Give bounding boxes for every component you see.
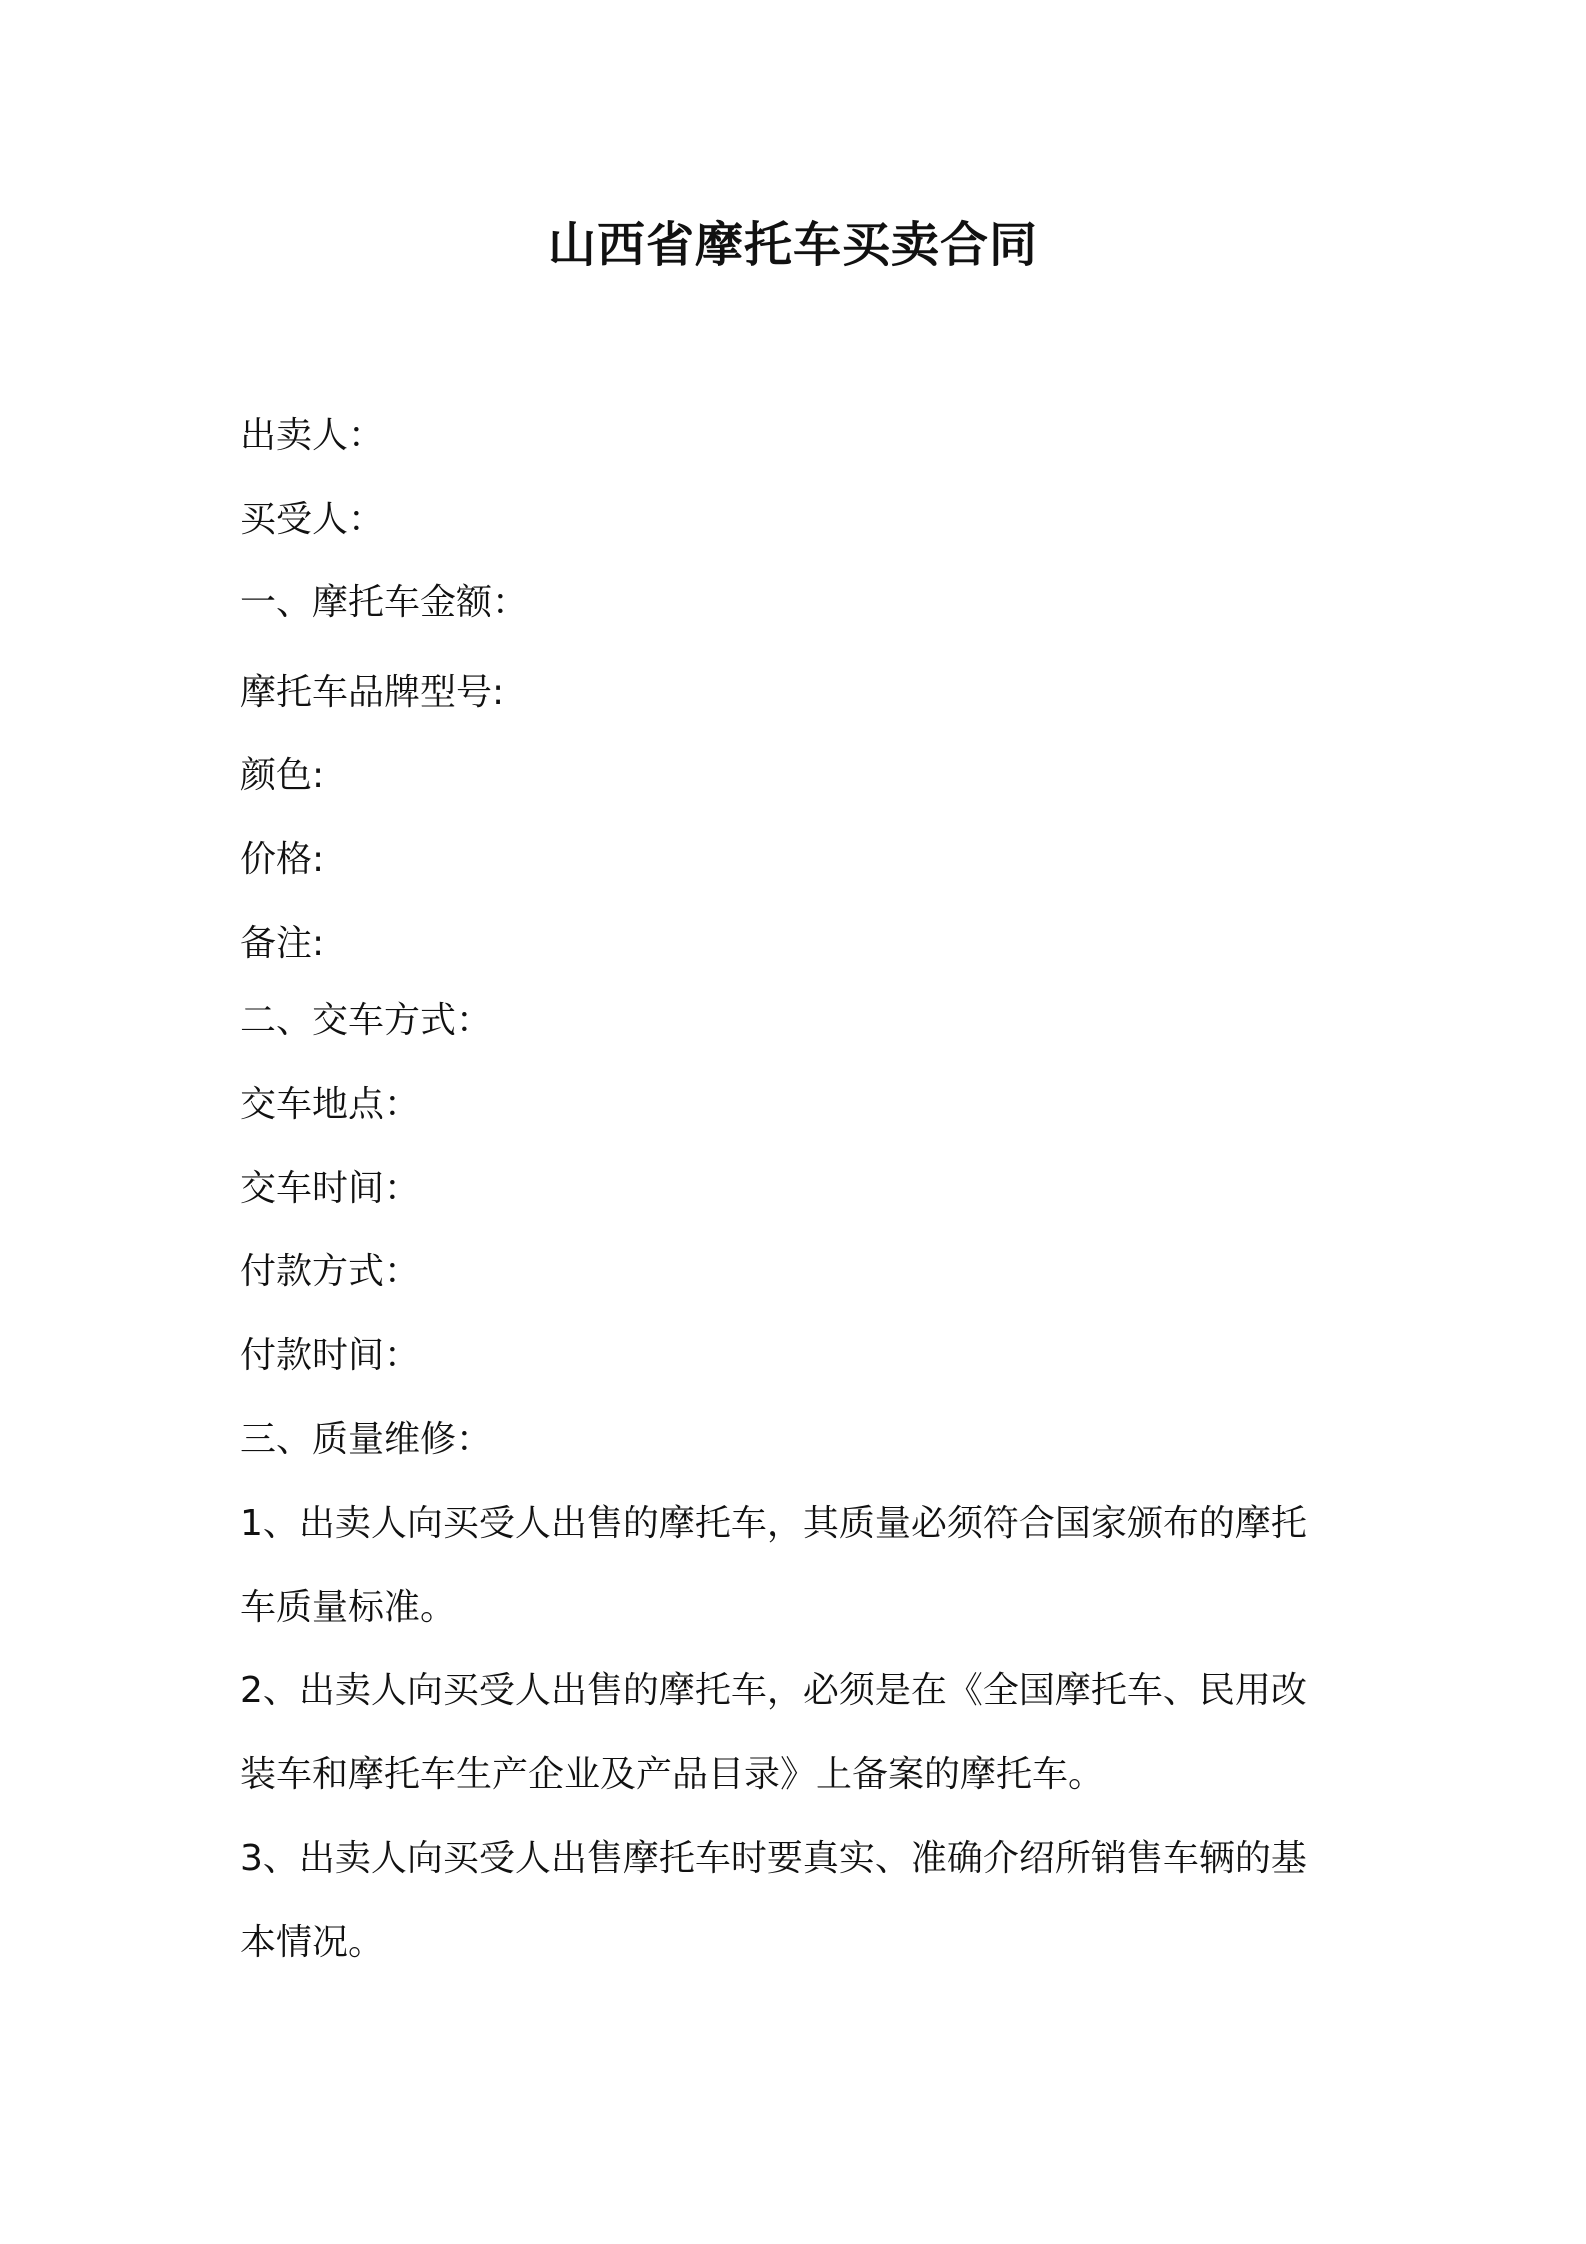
clause-1-line-2: 车质量标准。 — [240, 1587, 457, 1628]
section-1-heading: 一、摩托车金额： — [240, 582, 529, 623]
color-line: 颜色: — [240, 755, 325, 796]
page-title: 山西省摩托车买卖合同 — [547, 217, 1038, 273]
seller-line: 出卖人： — [240, 415, 385, 456]
section-2-heading: 二、交车方式： — [240, 1000, 493, 1041]
payment-time-line: 付款时间： — [240, 1335, 421, 1376]
remark-line: 备注: — [240, 923, 325, 964]
payment-method-line: 付款方式： — [240, 1251, 421, 1292]
clause-2-line-2: 装车和摩托车生产企业及产品目录》上备案的摩托车。 — [240, 1754, 1105, 1795]
clause-3-line-1: 3、出卖人向买受人出售摩托车时要真实、准确介绍所销售车辆的基 — [240, 1838, 1307, 1879]
clause-1-line-1: 1、出卖人向买受人出售的摩托车，其质量必须符合国家颁布的摩托 — [240, 1503, 1307, 1544]
delivery-time-line: 交车时间： — [240, 1168, 421, 1209]
brand-model-line: 摩托车品牌型号: — [240, 672, 505, 713]
buyer-line: 买受人： — [240, 499, 385, 540]
clause-3-line-2: 本情况。 — [240, 1922, 385, 1963]
section-3-heading: 三、质量维修： — [240, 1419, 493, 1460]
price-line: 价格: — [240, 839, 325, 880]
delivery-place-line: 交车地点： — [240, 1084, 421, 1125]
clause-2-line-1: 2、出卖人向买受人出售的摩托车，必须是在《全国摩托车、民用改 — [240, 1670, 1307, 1711]
